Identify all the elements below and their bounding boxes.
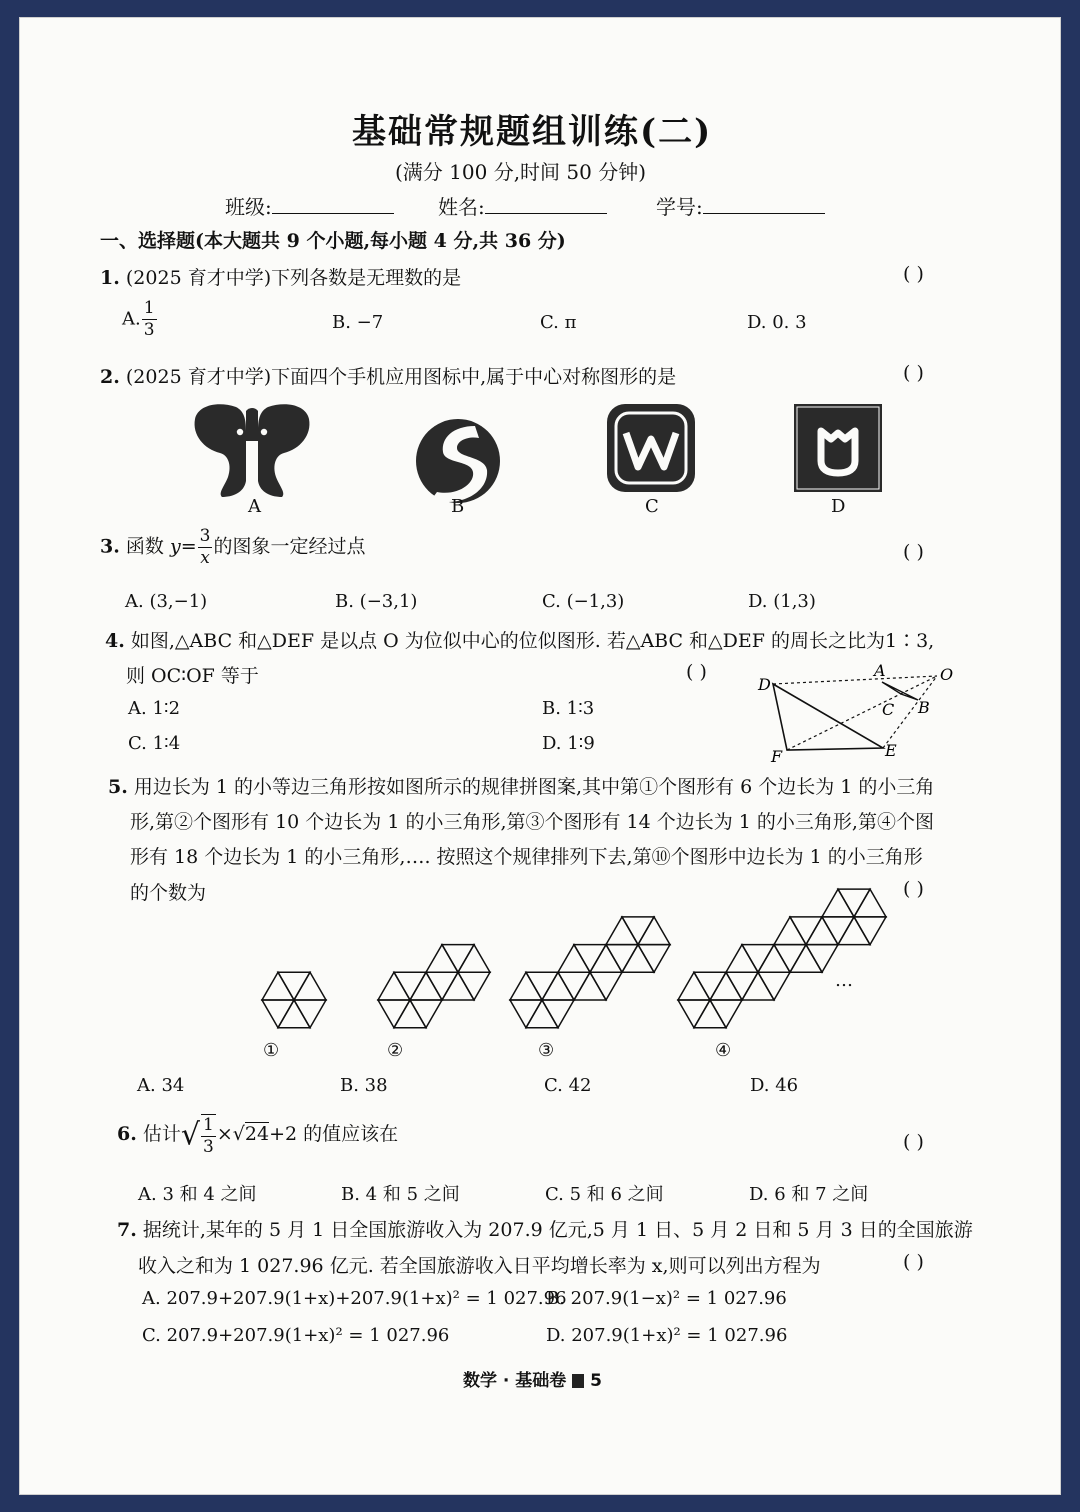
- q1-option-b[interactable]: B. −7: [332, 312, 384, 333]
- pattern-label-2: ②: [387, 1040, 404, 1061]
- mi-home-icon[interactable]: [793, 403, 883, 493]
- unit-triangle: [262, 1000, 294, 1028]
- q4-line1: 如图,△ABC 和△DEF 是以点 O 为位似中心的位似图形. 若△ABC 和△DEF 的周长之比为1∶3,: [130, 630, 935, 652]
- unit-triangle: [558, 945, 590, 973]
- unit-triangle: [294, 972, 326, 1000]
- q5-stem: [108, 772, 934, 799]
- class-label: 班级:: [225, 195, 272, 219]
- point-f-label: F: [771, 747, 783, 766]
- unit-triangle: [774, 945, 806, 973]
- q3-stem: [100, 528, 365, 567]
- q1-option-d[interactable]: D. 0. 3: [747, 312, 807, 333]
- unit-triangle: [294, 1000, 326, 1028]
- q5-line1: 用边长为 1 的小等边三角形按如图所示的规律拼图案,其中第①个图形有 6 个边长为 1 的小三角: [133, 776, 935, 798]
- unit-triangle: [394, 1000, 426, 1028]
- unit-triangle: [606, 917, 638, 945]
- q1-option-a-label: A.: [122, 308, 141, 330]
- q6-text-post: +2 的值应该在: [269, 1123, 399, 1145]
- unit-triangle: [278, 1000, 310, 1028]
- unit-triangle: [622, 945, 654, 973]
- q3-option-b[interactable]: B. (−3,1): [335, 591, 418, 612]
- unit-triangle: [590, 972, 622, 1000]
- unit-triangle: [822, 889, 854, 917]
- unit-triangle: [526, 1000, 558, 1028]
- s-circle-icon[interactable]: [413, 416, 503, 506]
- q7-option-a[interactable]: A. 207.9+207.9(1+x)+207.9(1+x)² = 1 027.96: [142, 1288, 567, 1309]
- unit-triangle: [410, 972, 442, 1000]
- triangle-abc: [882, 682, 918, 700]
- unit-triangle: [458, 945, 490, 973]
- q4-similar-triangles-figure: [755, 658, 955, 768]
- point-e-label: E: [885, 741, 897, 760]
- unit-triangle: [410, 1000, 442, 1028]
- page-footer: [463, 1366, 602, 1391]
- q1-fraction: [142, 300, 157, 339]
- name-label: 姓名:: [438, 195, 485, 219]
- unit-triangle: [442, 945, 474, 973]
- unit-triangle: [694, 1000, 726, 1028]
- elephant-icon[interactable]: [192, 401, 312, 501]
- unit-triangle: [678, 972, 710, 1000]
- pattern-figure-3: [510, 917, 670, 1028]
- unit-triangle: [378, 1000, 410, 1028]
- q1-option-c[interactable]: C. π: [540, 312, 577, 333]
- q4-option-b[interactable]: B. 1∶3: [542, 698, 595, 719]
- unit-triangle: [790, 945, 822, 973]
- unit-triangle: [426, 972, 458, 1000]
- q7-option-d[interactable]: D. 207.9(1+x)² = 1 027.96: [546, 1325, 788, 1346]
- q3-text-pre: 函数: [125, 535, 164, 558]
- q1-frac-den: 3: [143, 320, 155, 340]
- q6-option-b[interactable]: B. 4 和 5 之间: [341, 1184, 460, 1205]
- q7-number: 7.: [117, 1219, 137, 1241]
- point-d-label: D: [758, 675, 771, 694]
- q2-number: 2.: [100, 366, 120, 388]
- q3-text-post: 的图象一定经过点: [213, 535, 366, 558]
- q5-number: 5.: [108, 776, 128, 798]
- unit-triangle: [574, 945, 606, 973]
- q2-label-b: B: [451, 496, 465, 517]
- unit-triangle: [378, 972, 410, 1000]
- q6-answer-paren[interactable]: ( ): [903, 1131, 924, 1153]
- unit-triangle: [822, 917, 854, 945]
- q2-answer-paren[interactable]: ( ): [903, 362, 924, 384]
- pattern-figure-2: [378, 945, 490, 1028]
- q6-option-d[interactable]: D. 6 和 7 之间: [749, 1184, 869, 1205]
- q3-option-a[interactable]: A. (3,−1): [125, 591, 208, 612]
- q1-number: 1.: [100, 267, 120, 289]
- q5-option-b[interactable]: B. 38: [340, 1075, 388, 1096]
- q2-stem: [100, 362, 676, 389]
- q7-line1: 据统计,某年的 5 月 1 日全国旅游收入为 207.9 亿元,5 月 1 日、5 月 2 日和 5 月 3 日的全国旅游: [142, 1219, 973, 1241]
- bookmark-icon: [572, 1374, 584, 1388]
- q1-frac-num: 1: [143, 298, 155, 318]
- unit-triangle: [542, 972, 574, 1000]
- pattern-figure-4: [678, 889, 886, 1028]
- q6-frac-num: 1: [203, 1115, 214, 1135]
- q5-triangle-pattern: [220, 908, 860, 1038]
- unit-triangle: [838, 917, 870, 945]
- q5-answer-paren[interactable]: ( ): [903, 878, 924, 900]
- q7-option-b[interactable]: B. 207.9(1−x)² = 1 027.96: [546, 1288, 787, 1309]
- q6-stem: [117, 1114, 398, 1156]
- page-subtitle: (满分 100 分,时间 50 分钟): [395, 160, 647, 184]
- student-id-blank[interactable]: [703, 195, 825, 214]
- q3-eq: =: [180, 535, 197, 558]
- section-heading: 一、选择题(本大题共 9 个小题,每小题 4 分,共 36 分): [100, 230, 566, 252]
- name-blank[interactable]: [485, 195, 607, 214]
- q1-option-a[interactable]: [122, 300, 158, 339]
- q3-var-y: y: [169, 535, 181, 558]
- q3-option-d[interactable]: D. (1,3): [748, 591, 816, 612]
- unit-triangle: [458, 972, 490, 1000]
- unit-triangle: [510, 972, 542, 1000]
- unit-triangle: [278, 972, 310, 1000]
- unit-triangle: [426, 945, 458, 973]
- unit-triangle: [510, 1000, 542, 1028]
- q7-option-c[interactable]: C. 207.9+207.9(1+x)² = 1 027.96: [142, 1325, 450, 1346]
- q3-frac-den: x: [200, 548, 210, 568]
- q6-option-c[interactable]: C. 5 和 6 之间: [545, 1184, 664, 1205]
- unit-triangle: [726, 972, 758, 1000]
- exam-page: [20, 18, 1060, 1494]
- unit-triangle: [710, 972, 742, 1000]
- point-b-label: B: [918, 698, 930, 717]
- point-o-label: O: [940, 665, 954, 684]
- q5-line3: 形有 18 个边长为 1 的小三角形,…. 按照这个规律排列下去,第⑩个图形中边长为 1 的小三角形: [130, 846, 923, 868]
- unit-triangle: [742, 945, 774, 973]
- unit-triangle: [806, 917, 838, 945]
- unit-triangle: [606, 945, 638, 973]
- unit-triangle: [806, 945, 838, 973]
- q2-label-d: D: [831, 496, 846, 517]
- q6-times: ×: [216, 1123, 233, 1145]
- q1-answer-paren[interactable]: ( ): [903, 263, 924, 285]
- q4-stem: [105, 626, 934, 653]
- q5-option-c[interactable]: C. 42: [544, 1075, 592, 1096]
- unit-triangle: [854, 889, 886, 917]
- pattern-label-1: ①: [263, 1040, 280, 1061]
- unit-triangle: [622, 917, 654, 945]
- q3-answer-paren[interactable]: ( ): [903, 541, 924, 563]
- point-c-label: C: [882, 700, 895, 719]
- unit-triangle: [638, 917, 670, 945]
- q5-line2: 形,第②个图形有 10 个边长为 1 的小三角形,第③个图形有 14 个边长为 1 的小三角形,第④个图: [130, 811, 934, 833]
- q2-text: (2025 育才中学)下面四个手机应用图标中,属于中心对称图形的是: [125, 366, 677, 388]
- q4-option-c[interactable]: C. 1∶4: [128, 733, 181, 754]
- q6-number: 6.: [117, 1123, 137, 1145]
- q6-text-pre: 估计: [142, 1123, 181, 1145]
- q4-option-d[interactable]: D. 1∶9: [542, 733, 595, 754]
- q3-frac-num: 3: [199, 526, 211, 546]
- q3-fraction: [198, 528, 213, 567]
- unit-triangle: [678, 1000, 710, 1028]
- q6-radicand: 24: [244, 1123, 270, 1145]
- unit-triangle: [526, 972, 558, 1000]
- page-number: 5: [590, 1371, 602, 1391]
- point-a-label: A: [874, 661, 886, 680]
- q4-line2: 则 OC∶OF 等于: [126, 665, 259, 687]
- name-field[interactable]: [438, 191, 607, 220]
- page-title: 基础常规题组训练(二): [352, 112, 713, 152]
- unit-triangle: [638, 945, 670, 973]
- q3-option-c[interactable]: C. (−1,3): [542, 591, 625, 612]
- student-id-field[interactable]: [656, 191, 825, 220]
- q4-number: 4.: [105, 630, 125, 652]
- unit-triangle: [558, 972, 590, 1000]
- q7-line2: 收入之和为 1 027.96 亿元. 若全国旅游收入日平均增长率为 x,则可以列出方程为: [138, 1255, 821, 1277]
- unit-triangle: [774, 917, 806, 945]
- q6-frac-den: 3: [203, 1137, 214, 1157]
- pattern-label-3: ③: [538, 1040, 555, 1061]
- q5-option-d[interactable]: D. 46: [750, 1075, 799, 1096]
- q4-answer-paren[interactable]: ( ): [686, 661, 707, 683]
- unit-triangle: [726, 945, 758, 973]
- q1-stem: [100, 263, 461, 290]
- q7-stem: [117, 1215, 973, 1242]
- q6-sqrt-sign-2: √: [232, 1123, 245, 1145]
- unit-triangle: [758, 945, 790, 973]
- q7-answer-paren[interactable]: ( ): [903, 1251, 924, 1273]
- q4-option-a[interactable]: A. 1∶2: [128, 698, 181, 719]
- unit-triangle: [710, 1000, 742, 1028]
- pattern-label-4: ④: [715, 1040, 732, 1061]
- q6-sqrt-sign-1: √: [180, 1117, 201, 1153]
- pattern-figure-1: [262, 972, 326, 1027]
- unit-triangle: [442, 972, 474, 1000]
- unit-triangle: [854, 917, 886, 945]
- unit-triangle: [742, 972, 774, 1000]
- q2-label-c: C: [645, 496, 659, 517]
- class-field[interactable]: [225, 191, 394, 220]
- q5-line4: 的个数为: [130, 882, 207, 904]
- triangle-def: [773, 684, 883, 750]
- unit-triangle: [394, 972, 426, 1000]
- q2-label-a: A: [248, 496, 261, 517]
- unit-triangle: [542, 1000, 574, 1028]
- wps-icon[interactable]: [606, 403, 696, 493]
- unit-triangle: [694, 972, 726, 1000]
- unit-triangle: [262, 972, 294, 1000]
- q5-option-a[interactable]: A. 34: [137, 1075, 185, 1096]
- footer-text: 数学 · 基础卷: [463, 1371, 567, 1391]
- unit-triangle: [574, 972, 606, 1000]
- q6-option-a[interactable]: A. 3 和 4 之间: [138, 1184, 257, 1205]
- unit-triangle: [838, 889, 870, 917]
- student-id-label: 学号:: [656, 195, 703, 219]
- unit-triangle: [590, 945, 622, 973]
- class-blank[interactable]: [272, 195, 394, 214]
- unit-triangle: [790, 917, 822, 945]
- q1-text: (2025 育才中学)下列各数是无理数的是: [125, 267, 462, 289]
- pattern-ellipsis: …: [835, 970, 853, 991]
- q3-number: 3.: [100, 535, 120, 558]
- q6-fraction: [201, 1114, 216, 1156]
- unit-triangle: [758, 972, 790, 1000]
